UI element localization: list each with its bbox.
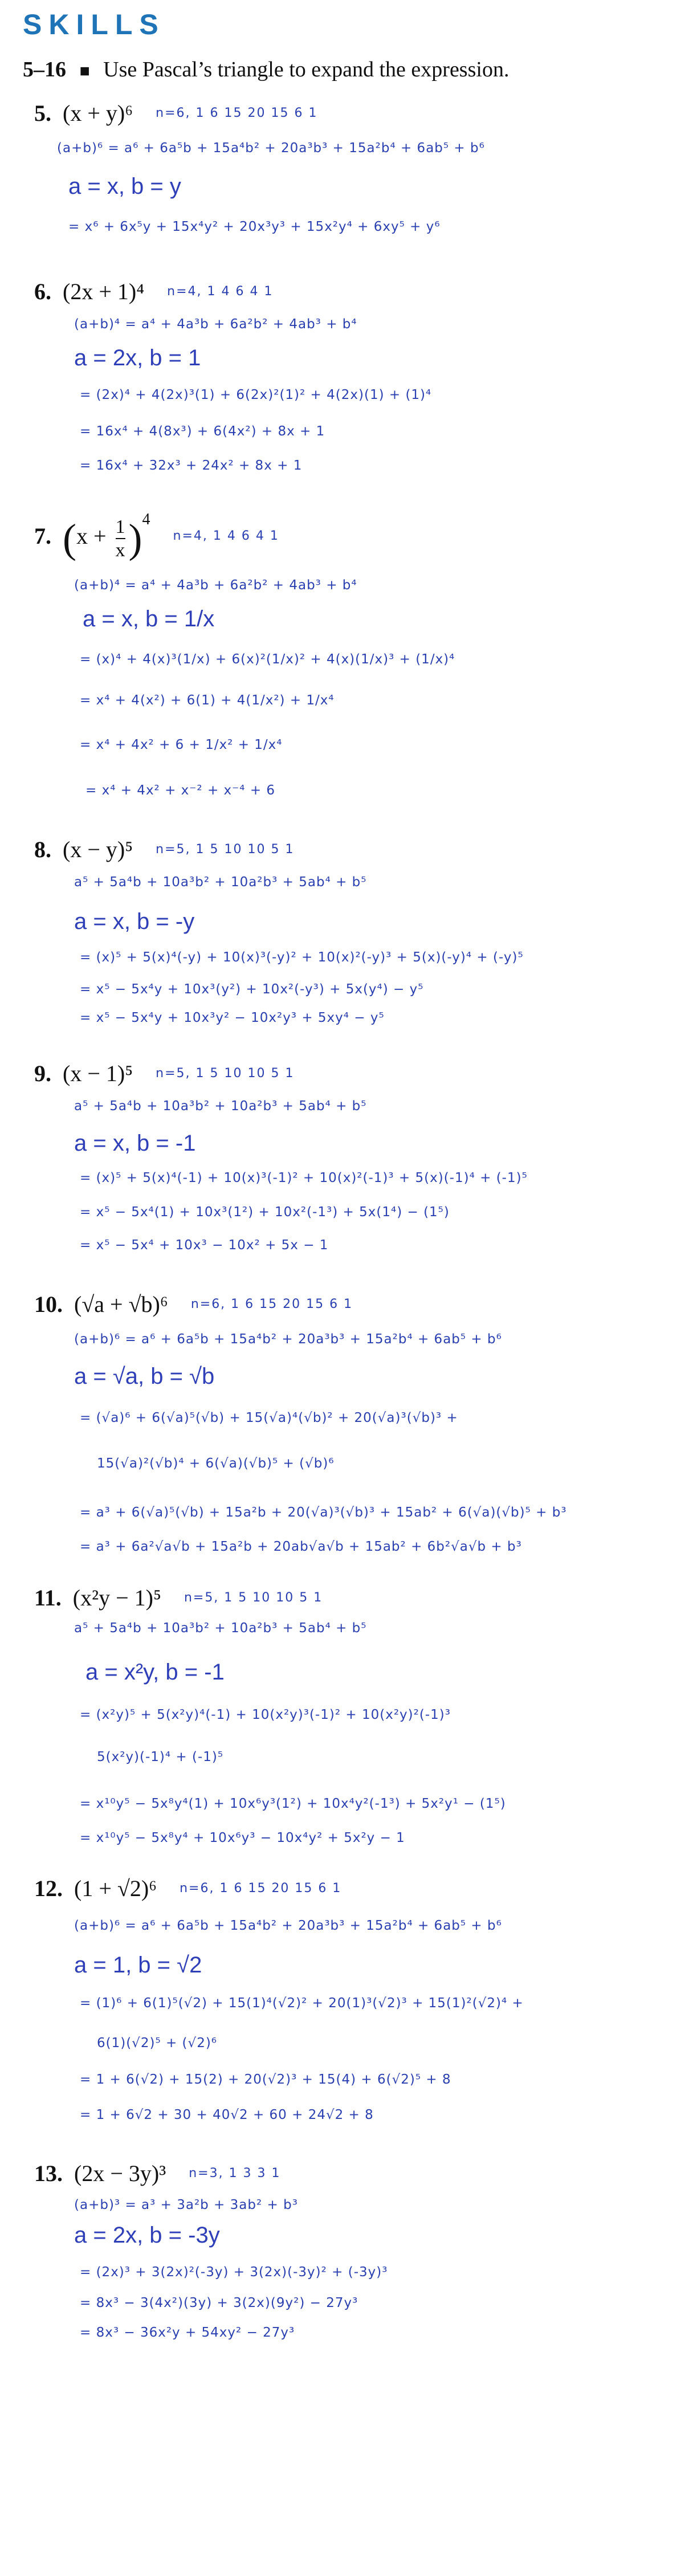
work-step: = a³ + 6(√a)⁵(√b) + 15a²b + 20(√a)³(√b)³ + 15ab² + 6(√a)(√b)⁵ + b³ [80,1505,567,1520]
pascal-row-note: n=5, 1 5 10 10 5 1 [156,842,295,857]
fraction-numerator: 1 [115,516,125,537]
square-bullet-icon: ■ [79,62,90,80]
binomial-formula: (a+b)⁴ = a⁴ + 4a³b + 6a²b² + 4ab³ + b⁴ [74,317,357,332]
substitution: a = 1, b = √2 [74,1953,202,1978]
fraction-denominator: x [115,539,125,561]
binomial-formula: (a+b)⁶ = a⁶ + 6a⁵b + 15a⁴b² + 20a³b³ + 15a²b⁴ + 6ab⁵ + b⁶ [74,1918,502,1933]
substitution: a = √a, b = √b [74,1364,215,1389]
work-step: = 16x⁴ + 4(8x³) + 6(4x²) + 8x + 1 [80,424,325,439]
problem-number: 5. [34,100,51,126]
expression-power: 4 [142,511,150,528]
problem-expression: (x − 1)⁵ [63,1061,133,1086]
binomial-formula: a⁵ + 5a⁴b + 10a³b² + 10a²b³ + 5ab⁴ + b⁵ [74,875,367,890]
binomial-formula: a⁵ + 5a⁴b + 10a³b² + 10a²b³ + 5ab⁴ + b⁵ [74,1099,367,1114]
problem-number: 7. [34,523,51,549]
work-step: = 8x³ − 36x²y + 54xy² − 27y³ [80,2325,295,2340]
binomial-formula: (a+b)⁴ = a⁴ + 4a³b + 6a²b² + 4ab³ + b⁴ [74,578,357,593]
binomial-formula: (a+b)⁶ = a⁶ + 6a⁵b + 15a⁴b² + 20a³b³ + 15a²b⁴ + 6ab⁵ + b⁶ [57,141,485,156]
instruction-range: 5–16 [23,58,66,81]
problem-header [34,2160,281,2187]
instruction-line [23,57,509,82]
work-step: = x¹⁰y⁵ − 5x⁸y⁴ + 10x⁶y³ − 10x⁴y² + 5x²y − 1 [80,1831,405,1845]
substitution: a = 2x, b = 1 [74,345,201,370]
substitution: a = x, b = y [68,174,181,199]
problem-header [34,100,317,127]
work-step: = x⁴ + 4(x²) + 6(1) + 4(1/x²) + 1/x⁴ [80,693,335,708]
pascal-row-note: n=3, 1 3 3 1 [189,2166,281,2180]
problem-header [34,511,279,561]
work-step: 5(x²y)(-1)⁴ + (-1)⁵ [97,1750,224,1764]
substitution: a = x, b = -y [74,909,195,934]
work-step: = (x)⁵ + 5(x)⁴(-1) + 10(x)³(-1)² + 10(x)²(-1)³ + 5(x)(-1)⁴ + (-1)⁵ [80,1171,528,1185]
binomial-formula: (a+b)³ = a³ + 3a²b + 3ab² + b³ [74,2198,298,2212]
work-step: = (1)⁶ + 6(1)⁵(√2) + 15(1)⁴(√2)² + 20(1)³(√2)³ + 15(1)²(√2)⁴ + [80,1996,524,2011]
problem-expression: (2x − 3y)³ [74,2161,166,2186]
problem-expression: (x − y)⁵ [63,837,133,862]
problem-header [34,278,273,305]
problem-header [34,1060,294,1087]
substitution: a = x, b = 1/x [83,606,215,631]
work-step: = (x²y)⁵ + 5(x²y)⁴(-1) + 10(x²y)³(-1)² + 10(x²y)²(-1)³ [80,1707,451,1722]
problem-header [34,836,294,863]
substitution: a = x, b = -1 [74,1131,196,1156]
work-step: = 1 + 6√2 + 30 + 40√2 + 60 + 24√2 + 8 [80,2108,374,2122]
instruction-text: Use Pascal’s triangle to expand the expression. [103,58,509,81]
work-step: = x⁴ + 4x² + x⁻² + x⁻⁴ + 6 [85,783,276,798]
fraction [116,516,125,561]
work-step: = (2x)⁴ + 4(2x)³(1) + 6(2x)²(1)² + 4(2x)(1) + (1)⁴ [80,388,432,402]
expression-prefix: x + [76,523,112,549]
problem-number: 9. [34,1061,51,1086]
work-step: = x⁵ − 5x⁴y + 10x³(y²) + 10x²(-y³) + 5x(y⁴) − y⁵ [80,982,424,997]
pascal-row-note: n=5, 1 5 10 10 5 1 [156,1066,295,1081]
work-step: = x⁵ − 5x⁴(1) + 10x³(1²) + 10x²(-1³) + 5x(1⁴) − (1⁵) [80,1205,450,1220]
work-step: = x¹⁰y⁵ − 5x⁸y⁴(1) + 10x⁶y³(1²) + 10x⁴y²(-1³) + 5x²y¹ − (1⁵) [80,1796,506,1811]
problem-expression: (x + y)⁶ [63,100,133,126]
pascal-row-note: n=5, 1 5 10 10 5 1 [184,1591,323,1605]
problem-number: 11. [34,1585,62,1611]
work-step: = x⁴ + 4x² + 6 + 1/x² + 1/x⁴ [80,737,283,752]
substitution: a = x²y, b = -1 [85,1660,225,1685]
problem-header [34,1291,353,1318]
problem-number: 6. [34,279,51,304]
work-step: = 16x⁴ + 32x³ + 24x² + 8x + 1 [80,458,303,473]
work-step: = 1 + 6(√2) + 15(2) + 20(√2)³ + 15(4) + 6(√2)⁵ + 8 [80,2072,451,2087]
pascal-row-note: n=4, 1 4 6 4 1 [167,284,274,299]
problem-expression: (1 + √2)⁶ [74,1876,157,1901]
problem-expression: (√a + √b)⁶ [74,1291,168,1317]
problem-expression: (2x + 1)⁴ [63,279,145,304]
work-step: = x⁵ − 5x⁴y + 10x³y² − 10x²y³ + 5xy⁴ − y⁵ [80,1010,385,1025]
work-step: = (2x)³ + 3(2x)²(-3y) + 3(2x)(-3y)² + (-3y)³ [80,2265,388,2280]
problem-number: 13. [34,2161,63,2186]
section-title: SKILLS [23,9,165,40]
substitution: a = 2x, b = -3y [74,2223,220,2248]
work-step: = (x)⁵ + 5(x)⁴(-y) + 10(x)³(-y)² + 10(x)²(-y)³ + 5(x)(-y)⁴ + (-y)⁵ [80,950,524,965]
binomial-formula: (a+b)⁶ = a⁶ + 6a⁵b + 15a⁴b² + 20a³b³ + 15a²b⁴ + 6ab⁵ + b⁶ [74,1332,502,1347]
pascal-row-note: n=6, 1 6 15 20 15 6 1 [190,1297,353,1311]
work-step: = (x)⁴ + 4(x)³(1/x) + 6(x)²(1/x)² + 4(x)(1/x)³ + (1/x)⁴ [80,652,455,667]
binomial-formula: a⁵ + 5a⁴b + 10a³b² + 10a²b³ + 5ab⁴ + b⁵ [74,1621,367,1636]
work-step: = (√a)⁶ + 6(√a)⁵(√b) + 15(√a)⁴(√b)² + 20(√a)³(√b)³ + [80,1411,458,1425]
problem-number: 10. [34,1291,63,1317]
work-step: 6(1)(√2)⁵ + (√2)⁶ [97,2036,218,2051]
pascal-row-note: n=6, 1 6 15 20 15 6 1 [180,1881,342,1896]
work-step: = 8x³ − 3(4x²)(3y) + 3(2x)(9y²) − 27y³ [80,2296,358,2310]
problem-number: 8. [34,837,51,862]
problem-expression: (x + $\frac{1}{x}$ )$^4$ [63,511,150,561]
problem-header [34,1875,341,1902]
problem-header [34,1584,323,1611]
work-step: = x⁵ − 5x⁴ + 10x³ − 10x² + 5x − 1 [80,1238,329,1253]
pascal-row-note: n=6, 1 6 15 20 15 6 1 [156,106,318,120]
pascal-row-note: n=4, 1 4 6 4 1 [173,528,279,543]
work-step: = x⁶ + 6x⁵y + 15x⁴y² + 20x³y³ + 15x²y⁴ + 6xy⁵ + y⁶ [68,219,441,234]
work-step: 15(√a)²(√b)⁴ + 6(√a)(√b)⁵ + (√b)⁶ [97,1456,335,1471]
problem-expression: (x²y − 1)⁵ [72,1585,161,1611]
work-step: = a³ + 6a²√a√b + 15a²b + 20ab√a√b + 15ab² + 6b²√a√b + b³ [80,1539,522,1554]
problem-number: 12. [34,1876,63,1901]
